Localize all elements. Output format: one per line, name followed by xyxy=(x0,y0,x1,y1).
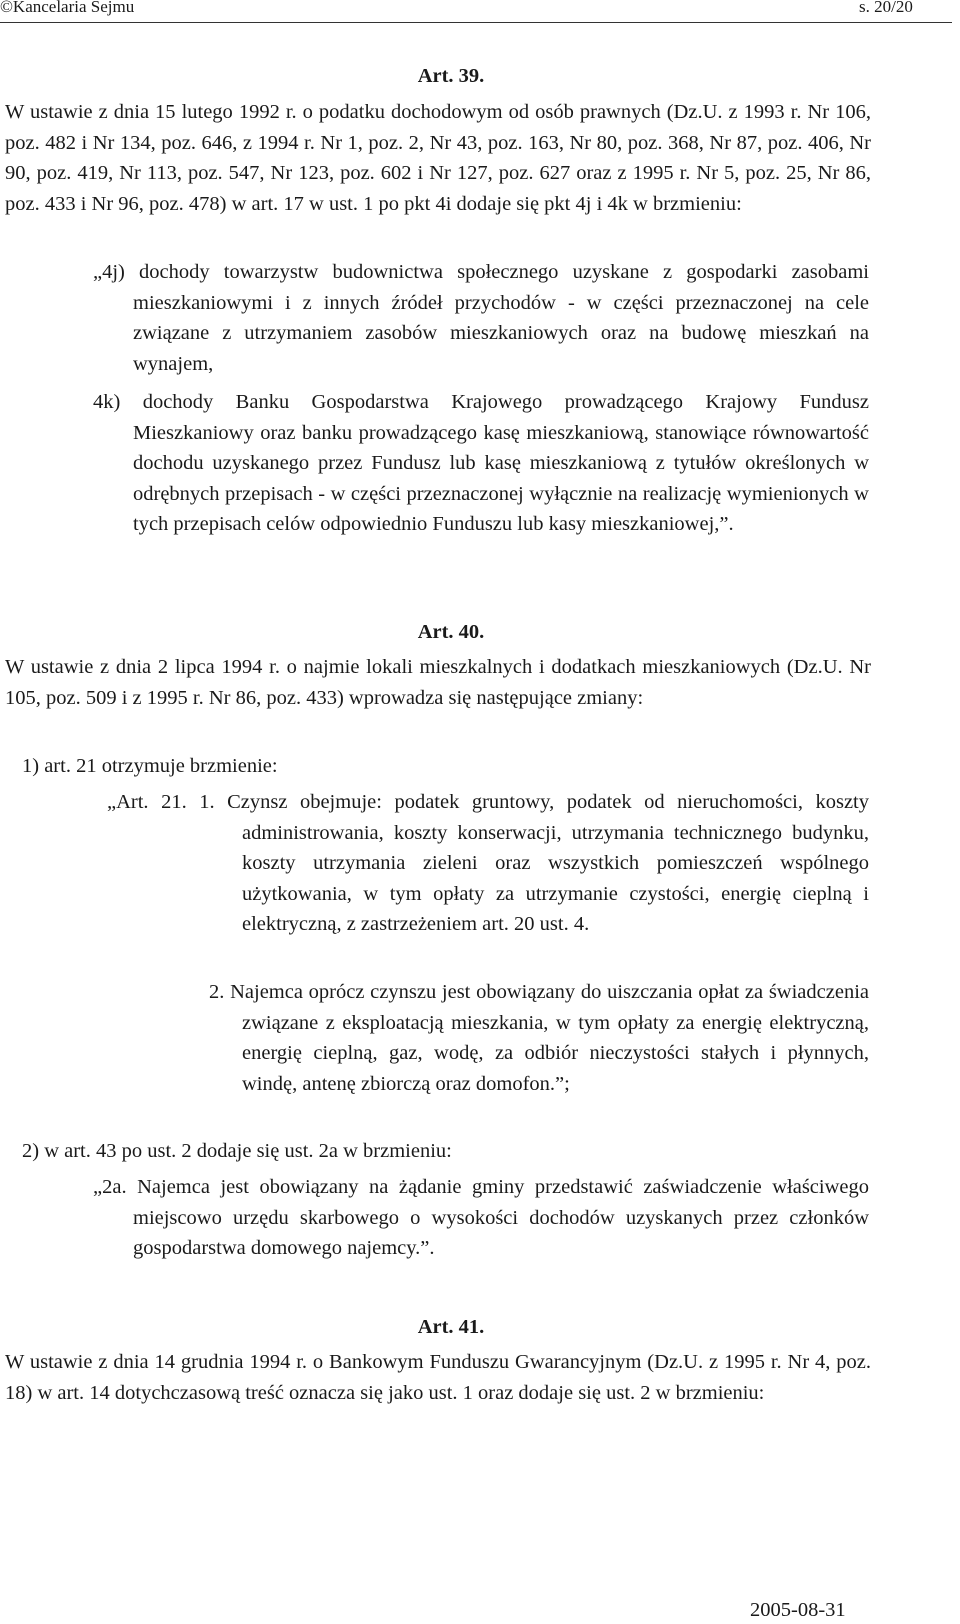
art43-ust-2a: „2a. Najemca jest obowiązany na żądanie gminy przedstawić zaświadczenie właściwego miejscowo urzędu skarbowego o wysokości dochodów uzyskanych przez członków gospodarstwa domowego najemcy.”. xyxy=(93,1176,869,1260)
art41-intro: W ustawie z dnia 14 grudnia 1994 r. o Bankowym Funduszu Gwarancyjnym (Dz.U. z 1995 r. Nr 4, poz. 18) w art. 14 dotychczasową treść oznacza się jako ust. 1 oraz dodaje się ust. 2 w brzmieniu: xyxy=(5,1351,871,1404)
header-divider xyxy=(0,22,952,23)
art21-ust-2: 2. Najemca oprócz czynszu jest obowiązany do uiszczania opłat za świadczenia związane z eksploatacją mieszkania, w tym opłaty za energię elektryczną, energię cieplną, gaz, wodę, za odbiór nieczystości stałych i płynnych, windę, antenę zbiorczą oraz domofon.”; xyxy=(209,981,869,1095)
header-page-number: s. 20/20 xyxy=(859,0,913,16)
art40-heading: Art. 40. xyxy=(417,621,485,643)
art39-heading: Art. 39. xyxy=(417,65,485,87)
art21-ust-1: „Art. 21. 1. Czynsz obejmuje: podatek gruntowy, podatek od nieruchomości, koszty administrowania, koszty konserwacji, utrzymania technicznego budynku, koszty utrzymania zieleni oraz wszystkich pomieszczeń wspólnego użytkowania, w tym opłaty za utrzymanie czystości, energię cieplną i elektryczną, z zastrzeżeniem art. 20 ust. 4. xyxy=(107,791,869,936)
art39-intro: W ustawie z dnia 15 lutego 1992 r. o podatku dochodowym od osób prawnych (Dz.U. z 1993 r. Nr 106, poz. 482 i Nr 134, poz. 646, z 1994 r. Nr 1, poz. 2, Nr 43, poz. 163, Nr 80, poz. 368, Nr 87, poz. 406, Nr 90, poz. 419, Nr 113, poz. 547, Nr 123, poz. 602 i Nr 127, poz. 627 oraz z 1995 r. Nr 5, poz. 25, Nr 86, poz. 433 i Nr 96, poz. 478) w art. 17 w ust. 1 po pkt 4i dodaje się pkt 4j i 4k w brzmieniu: xyxy=(5,101,871,215)
art41-heading: Art. 41. xyxy=(417,1316,485,1338)
footer-date: 2005-08-31 xyxy=(750,1599,846,1621)
art39-item-4k: 4k) dochody Banku Gospodarstwa Krajowego prowadzącego Krajowy Fundusz Mieszkaniowy oraz banku prowadzącego kasę mieszkaniową, stanowiące równowartość dochodu uzyskanego przez Fundusz lub kasę mieszkaniową z tytułów określonych w odrębnych przepisach - w części przeznaczonej wyłącznie na realizację wymienionych w tych przepisach celów odpowiednio Funduszu lub kasy mieszkaniowej,”. xyxy=(93,391,869,536)
art39-item-4j: „4j) dochody towarzystw budownictwa społecznego uzyskane z gospodarki zasobami mieszkaniowymi i z innych źródeł przychodów - w części przeznaczonej na cele związane z utrzymaniem zasobów mieszkaniowych oraz na budowę mieszkań na wynajem, xyxy=(93,261,869,375)
header-source: ©Kancelaria Sejmu xyxy=(0,0,135,16)
art40-point-1: 1) art. 21 otrzymuje brzmienie: xyxy=(22,755,278,777)
art40-point-2: 2) w art. 43 po ust. 2 dodaje się ust. 2a w brzmieniu: xyxy=(22,1140,452,1162)
art40-intro: W ustawie z dnia 2 lipca 1994 r. o najmie lokali mieszkalnych i dodatkach mieszkaniowych (Dz.U. Nr 105, poz. 509 i z 1995 r. Nr 86, poz. 433) wprowadza się następujące zmiany: xyxy=(5,656,871,709)
